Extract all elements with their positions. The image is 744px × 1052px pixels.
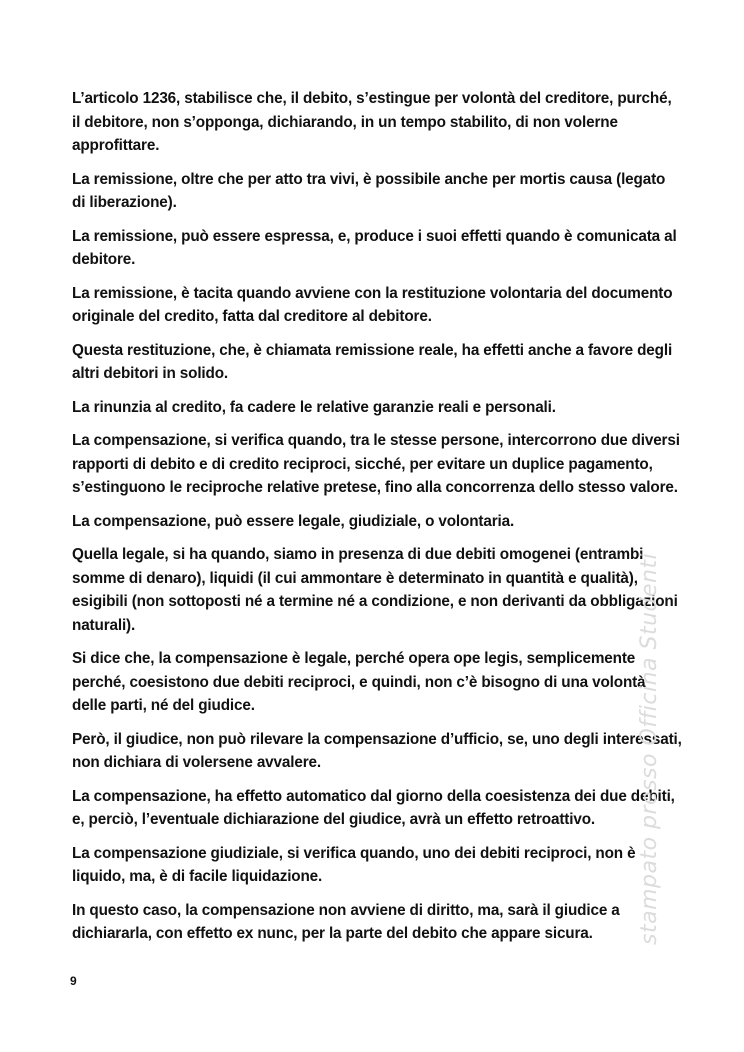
paragraph-1: L’articolo 1236, stabilisce che, il debito, s’estingue per volontà del creditore, purché, il debitore, non s’opponga, dichiarando, in un tempo stabilito, di non volerne approfittare. <box>72 90 672 154</box>
page-number: 9 <box>70 974 77 988</box>
document-body <box>72 87 682 956</box>
watermark-text: stampato presso Officina Studenti <box>637 552 662 945</box>
paragraph-2: La remissione, oltre che per atto tra vivi, è possibile anche per mortis causa (legato di liberazione). <box>72 170 666 211</box>
paragraph-6: La rinunzia al credito, fa cadere le relative garanzie reali e personali. <box>72 398 556 416</box>
paragraph-13: La compensazione giudiziale, si verifica quando, uno dei debiti reciproci, non è liquido, ma, è di facile liquidazione. <box>72 844 636 885</box>
paragraph-4: La remissione, è tacita quando avviene con la restituzione volontaria del documento originale del credito, fatta dal creditore al debitore. <box>72 284 673 325</box>
paragraph-7: La compensazione, si verifica quando, tra le stesse persone, intercorrono due diversi rapporti di debito e di credito reciproci, sicché, per evitare un duplice pagamento, s’estinguono le reciproche relative pretese, fino alla concorrenza dello stesso valore. <box>72 432 680 496</box>
paragraph-11: Però, il giudice, non può rilevare la compensazione d’ufficio, se, uno degli interessati, non dichiara di volersene avvalere. <box>72 730 682 771</box>
paragraph-14: In questo caso, la compensazione non avviene di diritto, ma, sarà il giudice a dichiararla, con effetto ex nunc, per la parte del debito che appare sicura. <box>72 901 620 942</box>
paragraph-8: La compensazione, può essere legale, giudiziale, o volontaria. <box>72 512 515 530</box>
paragraph-10: Si dice che, la compensazione è legale, perché opera ope legis, semplicemente perché, coesistono due debiti reciproci, e quindi, non c’è bisogno di una volontà delle parti, né del giudice. <box>72 650 646 714</box>
paragraph-5: Questa restituzione, che, è chiamata remissione reale, ha effetti anche a favore degli altri debitori in solido. <box>72 341 673 382</box>
paragraph-12: La compensazione, ha effetto automatico dal giorno della coesistenza dei due debiti, e, perciò, l’eventuale dichiarazione del giudice, avrà un effetto retroattivo. <box>72 787 675 828</box>
paragraph-9: Quella legale, si ha quando, siamo in presenza di due debiti omogenei (entrambi somme di denaro), liquidi (il cui ammontare è determinato in quantità e qualità), esigibili (non sottoposti né a termine né a condizione, e non derivanti da obbligazioni naturali). <box>72 546 678 634</box>
paragraph-3: La remissione, può essere espressa, e, produce i suoi effetti quando è comunicata al debitore. <box>72 227 677 268</box>
